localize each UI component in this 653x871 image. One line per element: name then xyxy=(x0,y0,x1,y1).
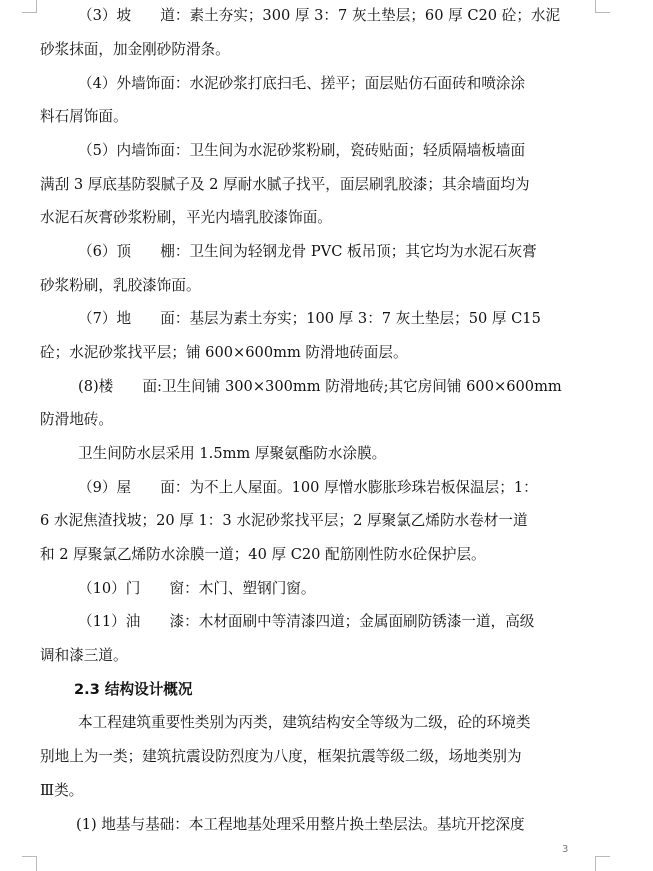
text-line: （6）顶 棚：卫生间为轻钢龙骨 PVC 板吊顶；其它均为水泥石灰膏 xyxy=(78,243,537,260)
text-line: （9）屋 面：为不上人屋面。100 厚憎水膨胀珍珠岩板保温层；1： xyxy=(78,479,538,496)
text-line: Ⅲ类。 xyxy=(40,782,84,799)
crop-mark-bottom-left xyxy=(22,856,37,871)
text-line: 卫生间防水层采用 1.5mm 厚聚氨酯防水涂膜。 xyxy=(78,445,387,462)
text-line: 满刮 3 厚底基防裂腻子及 2 厚耐水腻子找平，面层刷乳胶漆；其余墙面均为 xyxy=(40,176,530,193)
text-line: 本工程建筑重要性类别为丙类，建筑结构安全等级为二级，砼的环境类 xyxy=(78,714,531,731)
text-line: （11）油 漆：木材面刷中等清漆四道；金属面刷防锈漆一道，高级 xyxy=(78,613,535,630)
text-line: （5）内墙饰面：卫生间为水泥砂浆粉刷，瓷砖贴面；轻质隔墙板墙面 xyxy=(78,142,526,159)
text-line: (1) 地基与基础：本工程地基处理采用整片换土垫层法。基坑开挖深度 xyxy=(76,816,525,833)
text-line: 砂浆抹面，加金刚砂防滑条。 xyxy=(40,41,230,58)
text-line: 水泥石灰膏砂浆粉刷，平光内墙乳胶漆饰面。 xyxy=(40,209,332,226)
text-line: 别地上为一类；建筑抗震设防烈度为八度，框架抗震等级二级，场地类别为 xyxy=(40,748,522,765)
text-line: 料石屑饰面。 xyxy=(40,108,128,125)
text-line: 防滑地砖。 xyxy=(40,411,113,428)
crop-mark-top-right xyxy=(595,0,610,13)
section-heading: 2.3 结构设计概况 xyxy=(74,681,193,698)
text-line: 砂浆粉刷，乳胶漆饰面。 xyxy=(40,277,201,294)
text-line: (8)楼 面:卫生间铺 300×300mm 防滑地砖;其它房间铺 600×600mm xyxy=(78,378,562,395)
text-line: 6 水泥焦渣找坡；20 厚 1：3 水泥砂浆找平层；2 厚聚氯乙烯防水卷材一道 xyxy=(40,512,528,529)
text-line: （7）地 面：基层为素土夯实；100 厚 3：7 灰土垫层；50 厚 C15 xyxy=(78,310,541,327)
crop-mark-top-left xyxy=(22,0,37,13)
text-line: 和 2 厚聚氯乙烯防水涂膜一道；40 厚 C20 配筋刚性防水砼保护层。 xyxy=(40,546,486,563)
text-line: （3）坡 道：素土夯实；300 厚 3：7 灰土垫层；60 厚 C20 砼；水泥 xyxy=(78,7,561,24)
page-number: 3 xyxy=(562,844,569,855)
text-line: 砼；水泥砂浆找平层；铺 600×600mm 防滑地砖面层。 xyxy=(40,344,408,361)
text-line: 调和漆三道。 xyxy=(40,647,128,664)
crop-mark-bottom-right xyxy=(595,856,610,871)
text-line: （4）外墙饰面：水泥砂浆打底扫毛、搓平；面层贴仿石面砖和喷涂涂 xyxy=(78,75,526,92)
text-line: （10）门 窗：木门、塑钢门窗。 xyxy=(78,580,316,597)
